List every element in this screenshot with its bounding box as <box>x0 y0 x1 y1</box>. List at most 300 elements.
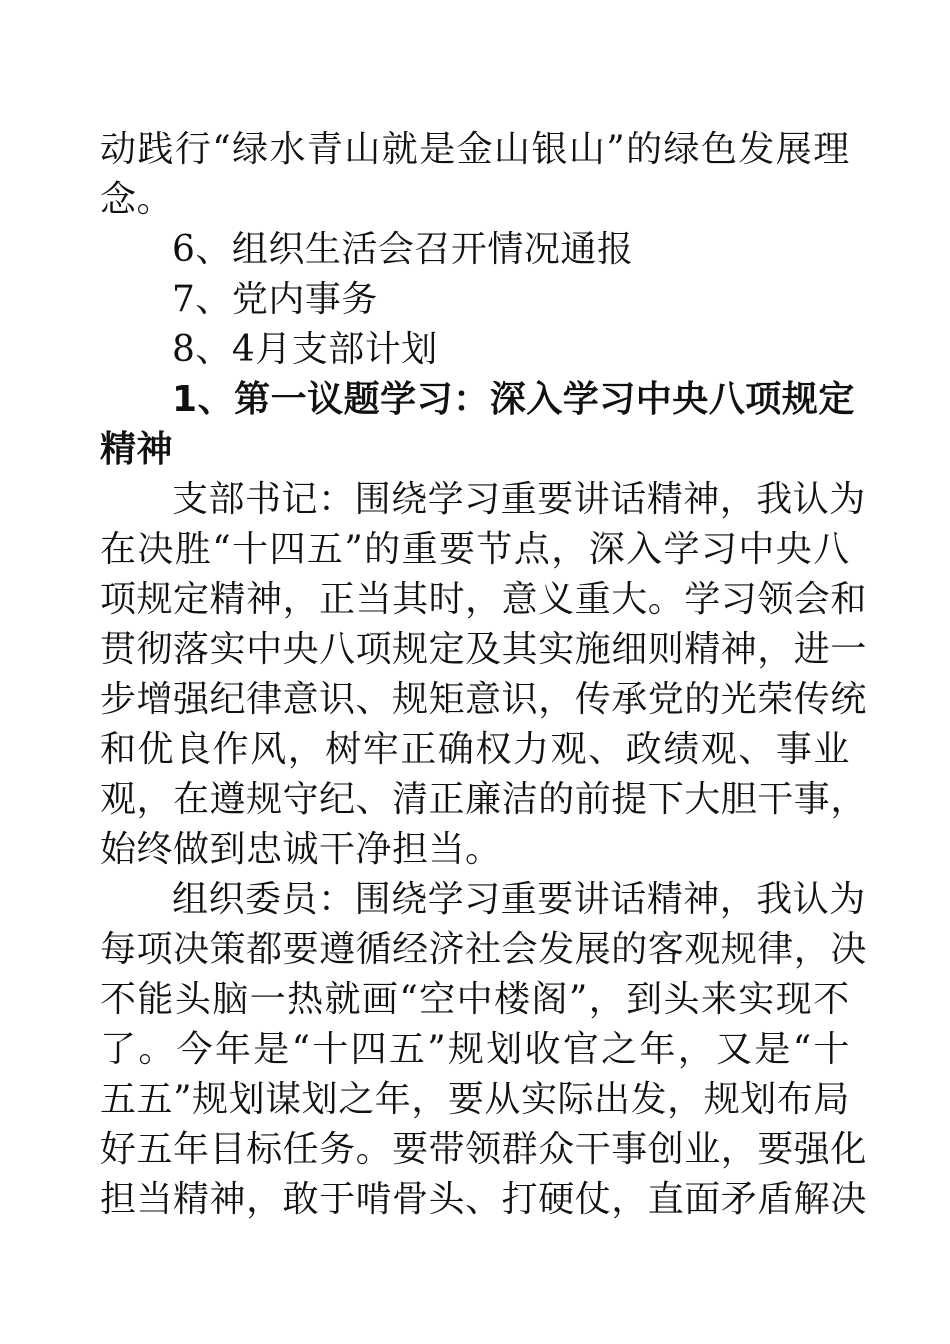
glyph: 决 <box>830 929 867 970</box>
glyph: 节 <box>476 529 513 570</box>
glyph: 干 <box>757 779 794 820</box>
glyph: 习 <box>720 579 758 620</box>
glyph: 每 <box>100 929 137 970</box>
glyph: 力 <box>513 729 550 770</box>
glyph: ， <box>411 1079 448 1120</box>
glyph: 决 <box>830 1179 867 1220</box>
glyph: 廉 <box>465 779 502 820</box>
glyph: 委 <box>245 879 282 920</box>
glyph: 当 <box>355 579 393 620</box>
glyph: 意 <box>501 579 539 620</box>
glyph: ： <box>453 379 490 420</box>
glyph: 作 <box>212 729 250 770</box>
glyph: 规 <box>720 929 758 970</box>
glyph: 习 <box>464 479 501 520</box>
paragraph-committee-line-2 <box>100 925 867 975</box>
glyph: “ <box>291 1029 311 1070</box>
glyph: 是 <box>253 1029 290 1070</box>
glyph: 在 <box>173 779 210 820</box>
glyph: 践 <box>137 129 174 170</box>
glyph: 话 <box>610 879 647 920</box>
glyph: 水 <box>269 129 307 170</box>
glyph: 了 <box>100 1029 137 1070</box>
glyph: 、 <box>588 729 625 770</box>
glyph: ， <box>465 579 502 620</box>
glyph: 步 <box>100 679 137 720</box>
glyph: 要 <box>282 929 320 970</box>
glyph: 项 <box>136 929 174 970</box>
glyph: 习 <box>599 379 636 420</box>
glyph: 于 <box>319 1179 356 1220</box>
glyph: 直 <box>647 1179 685 1220</box>
glyph: 际 <box>557 1079 595 1120</box>
section-heading-cont: 精神 <box>100 429 174 470</box>
glyph: 业 <box>684 1129 721 1170</box>
glyph: 要 <box>537 879 574 920</box>
glyph: 绕 <box>391 479 428 520</box>
glyph: 胜 <box>174 529 212 570</box>
glyph: 空 <box>419 979 456 1020</box>
glyph: 观 <box>700 729 738 770</box>
glyph: 承 <box>611 679 648 720</box>
glyph: 绿 <box>663 129 701 170</box>
paragraph-committee-line-5 <box>100 1075 850 1125</box>
glyph: 的 <box>364 529 401 570</box>
glyph: 及 <box>465 629 502 670</box>
glyph: ， <box>551 529 588 570</box>
glyph: 精 <box>646 879 684 920</box>
glyph: 今 <box>176 1029 214 1070</box>
glyph: 到 <box>626 979 663 1020</box>
glyph: 重 <box>500 879 538 920</box>
glyph: 荣 <box>757 679 794 720</box>
glyph: 传 <box>793 679 831 720</box>
glyph: ： <box>318 479 355 520</box>
glyph: 四 <box>350 1029 388 1070</box>
glyph: 纪 <box>209 679 247 720</box>
glyph: 提 <box>611 779 648 820</box>
glyph: 神 <box>720 629 758 670</box>
glyph: 学 <box>663 529 701 570</box>
glyph: 风 <box>250 729 287 770</box>
glyph: 山 <box>494 129 531 170</box>
glyph: ” <box>606 129 626 170</box>
glyph: 我 <box>756 879 793 920</box>
glyph: 一 <box>249 979 287 1020</box>
glyph: 就 <box>324 979 362 1020</box>
glyph: 都 <box>246 929 283 970</box>
glyph: “ <box>212 529 232 570</box>
text-line-2: 念。 <box>100 179 174 220</box>
glyph: 决 <box>173 929 210 970</box>
paragraph-secretary-line-5 <box>100 675 867 725</box>
glyph: 目 <box>209 1129 247 1170</box>
glyph: “ <box>399 979 419 1020</box>
glyph: 规 <box>136 579 174 620</box>
glyph: 银 <box>531 129 568 170</box>
glyph: 认 <box>792 879 830 920</box>
glyph: “ <box>212 129 232 170</box>
glyph: 又 <box>716 1029 753 1070</box>
glyph: 展 <box>775 129 813 170</box>
glyph: 其 <box>392 579 429 620</box>
glyph: 员 <box>281 879 319 920</box>
glyph: 深 <box>588 529 626 570</box>
glyph: 热 <box>287 979 324 1020</box>
glyph: 面 <box>684 1179 721 1220</box>
glyph: 五 <box>388 1029 426 1070</box>
paragraph-secretary-line-4 <box>100 625 867 675</box>
glyph: 落 <box>173 629 210 670</box>
glyph: 画 <box>361 979 399 1020</box>
glyph: 施 <box>574 629 612 670</box>
glyph: 精 <box>646 479 684 520</box>
glyph: 发 <box>738 129 775 170</box>
glyph: 观 <box>684 929 721 970</box>
glyph: 啃 <box>355 1179 393 1220</box>
glyph: ” <box>427 1029 447 1070</box>
glyph: 权 <box>475 729 512 770</box>
glyph: 贯 <box>100 629 137 670</box>
glyph: ， <box>677 1029 715 1070</box>
glyph: 仗 <box>574 1179 612 1220</box>
glyph: 党 <box>647 679 685 720</box>
glyph: 五 <box>136 1129 174 1170</box>
glyph: 决 <box>137 529 174 570</box>
glyph: 一 <box>830 629 867 670</box>
glyph: 遵 <box>209 779 247 820</box>
glyph: 头 <box>428 1179 466 1220</box>
glyph: 入 <box>526 379 563 420</box>
glyph: ， <box>719 479 757 520</box>
paragraph-committee-line-1 <box>100 875 866 925</box>
glyph: 八 <box>319 629 356 670</box>
glyph: 确 <box>437 729 475 770</box>
glyph: 深 <box>489 379 527 420</box>
glyph: 当 <box>136 1179 174 1220</box>
glyph: 守 <box>282 779 320 820</box>
glyph: 胆 <box>720 779 758 820</box>
glyph: 央 <box>672 379 709 420</box>
glyph: 项 <box>745 379 782 420</box>
glyph: 四 <box>269 529 307 570</box>
glyph: 议 <box>307 379 344 420</box>
glyph: 题 <box>343 379 381 420</box>
glyph: 绕 <box>391 879 428 920</box>
glyph: 从 <box>484 1079 521 1120</box>
glyph: 大 <box>684 779 721 820</box>
glyph: 化 <box>830 1129 867 1170</box>
glyph: 划 <box>228 1079 266 1120</box>
glyph: 领 <box>757 579 794 620</box>
glyph: ， <box>588 979 626 1020</box>
glyph: 群 <box>501 1129 539 1170</box>
glyph: 良 <box>175 729 212 770</box>
glyph: 展 <box>574 929 612 970</box>
glyph: 年 <box>374 1079 412 1120</box>
glyph: 组 <box>172 879 209 920</box>
glyph: ” <box>568 979 588 1020</box>
glyph: 纪 <box>319 779 356 820</box>
glyph: 标 <box>246 1129 283 1170</box>
glyph: 重 <box>401 529 439 570</box>
glyph: 收 <box>524 1029 562 1070</box>
glyph: 楼 <box>494 979 531 1020</box>
glyph: 和 <box>100 729 137 770</box>
glyph: 围 <box>354 879 392 920</box>
glyph: 担 <box>100 1179 137 1220</box>
document-body <box>100 125 867 1225</box>
glyph: 传 <box>574 679 612 720</box>
glyph: 规 <box>392 679 429 720</box>
glyph: ， <box>246 1179 283 1220</box>
glyph: 为 <box>829 879 866 920</box>
glyph: 为 <box>829 479 866 520</box>
paragraph-secretary-line-1 <box>100 475 866 525</box>
glyph: 年 <box>173 1129 210 1170</box>
glyph: 在 <box>100 529 137 570</box>
glyph: 众 <box>538 1129 575 1170</box>
glyph: 央 <box>282 629 320 670</box>
glyph: 神 <box>683 479 720 520</box>
glyph: 实 <box>738 979 775 1020</box>
glyph: 划 <box>486 1029 523 1070</box>
glyph: 济 <box>428 929 466 970</box>
glyph: 树 <box>325 729 362 770</box>
glyph: 讲 <box>573 479 611 520</box>
glyph: 创 <box>647 1129 685 1170</box>
glyph: 和 <box>830 579 867 620</box>
glyph: 发 <box>630 1079 668 1120</box>
glyph: 阁 <box>531 979 568 1020</box>
glyph: 识 <box>319 679 356 720</box>
glyph: 布 <box>776 1079 814 1120</box>
glyph: 发 <box>538 929 575 970</box>
glyph: 实 <box>520 1079 558 1120</box>
glyph: 织 <box>208 879 246 920</box>
paragraph-secretary-line-3 <box>100 575 867 625</box>
glyph: 规 <box>703 1079 741 1120</box>
glyph: 十 <box>312 1029 349 1070</box>
glyph: 正 <box>400 729 437 770</box>
glyph: 习 <box>416 379 454 420</box>
glyph: ， <box>136 779 174 820</box>
glyph: ” <box>344 529 364 570</box>
glyph: 敢 <box>282 1179 320 1220</box>
glyph: 是 <box>419 129 456 170</box>
paragraph-committee-line-6 <box>100 1125 867 1175</box>
glyph: 讲 <box>573 879 611 920</box>
glyph: 学 <box>427 879 465 920</box>
glyph: 划 <box>740 1079 777 1120</box>
glyph: 年 <box>639 1029 676 1070</box>
glyph: 就 <box>381 129 419 170</box>
glyph: 1 <box>172 379 198 420</box>
glyph: “ <box>792 1029 812 1070</box>
glyph: 要 <box>757 1129 794 1170</box>
glyph: 彻 <box>136 629 174 670</box>
glyph: 现 <box>775 979 813 1020</box>
glyph: 带 <box>428 1129 466 1170</box>
glyph: ， <box>793 929 831 970</box>
glyph: 盾 <box>757 1179 794 1220</box>
glyph: 学 <box>562 379 600 420</box>
glyph: 是 <box>754 1029 791 1070</box>
glyph: 、 <box>465 1179 502 1220</box>
glyph: 。 <box>647 579 685 620</box>
glyph: 律 <box>757 929 794 970</box>
paragraph-secretary-line-8: 始终做到忠诚干净担当。 <box>100 829 502 870</box>
glyph: ， <box>720 1129 758 1170</box>
glyph: 五 <box>306 529 344 570</box>
glyph: 我 <box>756 479 793 520</box>
glyph: 会 <box>501 929 539 970</box>
glyph: 理 <box>813 129 850 170</box>
glyph: 神 <box>683 879 720 920</box>
glyph: 围 <box>354 479 392 520</box>
glyph: 任 <box>282 1129 320 1170</box>
glyph: 时 <box>428 579 466 620</box>
glyph: 定 <box>818 379 855 420</box>
glyph: 精 <box>209 579 247 620</box>
glyph: 要 <box>447 1079 485 1120</box>
glyph: 出 <box>594 1079 631 1120</box>
glyph: 山 <box>344 129 381 170</box>
glyph: ， <box>757 629 794 670</box>
agenda-item-7: 7、党内事务 <box>172 279 378 320</box>
glyph: 的 <box>626 129 663 170</box>
agenda-item-6: 6、组织生活会召开情况通报 <box>172 229 634 270</box>
glyph: 学 <box>427 479 465 520</box>
glyph: 要 <box>439 529 476 570</box>
glyph: ， <box>830 779 867 820</box>
text-line-1 <box>100 125 850 175</box>
glyph: 学 <box>684 579 721 620</box>
glyph: 规 <box>781 379 819 420</box>
glyph: 义 <box>538 579 575 620</box>
glyph: 。 <box>355 1129 393 1170</box>
glyph: 客 <box>647 929 685 970</box>
glyph: 细 <box>611 629 648 670</box>
glyph: 话 <box>610 479 647 520</box>
glyph: 五 <box>136 1079 174 1120</box>
glyph: 央 <box>775 529 813 570</box>
glyph: 精 <box>173 1179 210 1220</box>
glyph: 正 <box>319 579 356 620</box>
glyph: 神 <box>209 1179 247 1220</box>
glyph: 定 <box>428 629 466 670</box>
glyph: 洁 <box>501 779 539 820</box>
glyph: 前 <box>574 779 612 820</box>
glyph: 经 <box>392 929 429 970</box>
paragraph-committee-line-3 <box>100 975 850 1025</box>
glyph: 规 <box>392 629 429 670</box>
glyph: 书 <box>245 479 282 520</box>
glyph: 观 <box>550 729 588 770</box>
glyph: 之 <box>338 1079 375 1120</box>
glyph: 项 <box>355 629 393 670</box>
paragraph-secretary-line-2 <box>100 525 850 575</box>
glyph: 山 <box>568 129 606 170</box>
glyph: 的 <box>684 679 721 720</box>
glyph: 则 <box>647 629 685 670</box>
glyph: 金 <box>456 129 494 170</box>
glyph: 循 <box>355 929 393 970</box>
glyph: 、 <box>197 379 235 420</box>
glyph: 观 <box>100 779 137 820</box>
glyph: 律 <box>246 679 283 720</box>
glyph: 重 <box>574 579 612 620</box>
glyph: 强 <box>793 1129 831 1170</box>
glyph: 进 <box>793 629 831 670</box>
glyph: 、 <box>738 729 775 770</box>
glyph: 正 <box>428 779 466 820</box>
glyph: 会 <box>793 579 831 620</box>
glyph: ， <box>611 1179 648 1220</box>
glyph: 实 <box>538 629 575 670</box>
paragraph-committee-line-7 <box>100 1175 867 1225</box>
glyph: 要 <box>392 1129 429 1170</box>
glyph: 政 <box>625 729 663 770</box>
glyph: ” <box>173 1079 192 1120</box>
glyph: 规 <box>447 1029 485 1070</box>
glyph: 规 <box>246 779 283 820</box>
glyph: 识 <box>501 679 539 720</box>
glyph: 业 <box>813 729 850 770</box>
glyph: 局 <box>813 1079 850 1120</box>
glyph: 统 <box>830 679 867 720</box>
glyph: 动 <box>100 129 137 170</box>
glyph: 。 <box>138 1029 175 1070</box>
glyph: 十 <box>813 1029 850 1070</box>
glyph: 其 <box>501 629 539 670</box>
glyph: ， <box>287 729 325 770</box>
paragraph-committee-line-4 <box>100 1025 850 1075</box>
glyph: 头 <box>174 979 212 1020</box>
glyph: 意 <box>465 679 502 720</box>
glyph: 认 <box>792 479 830 520</box>
glyph: ， <box>282 579 320 620</box>
glyph: 光 <box>720 679 758 720</box>
glyph: 下 <box>647 779 685 820</box>
glyph: 习 <box>464 879 501 920</box>
glyph: 务 <box>319 1129 356 1170</box>
glyph: 事 <box>775 729 813 770</box>
glyph: 划 <box>301 1079 339 1120</box>
glyph: 强 <box>173 679 210 720</box>
glyph: 好 <box>100 1129 137 1170</box>
glyph: 事 <box>611 1129 648 1170</box>
glyph: 大 <box>611 579 648 620</box>
glyph: 不 <box>813 979 850 1020</box>
glyph: 色 <box>700 129 738 170</box>
glyph: 牢 <box>362 729 400 770</box>
glyph: 遵 <box>319 929 356 970</box>
glyph: 增 <box>136 679 174 720</box>
glyph: 入 <box>626 529 663 570</box>
glyph: 能 <box>137 979 174 1020</box>
glyph: 不 <box>100 979 137 1020</box>
glyph: 记 <box>281 479 319 520</box>
glyph: 硬 <box>538 1179 575 1220</box>
glyph: 中 <box>635 379 673 420</box>
glyph: 神 <box>246 579 283 620</box>
glyph: 、 <box>355 679 393 720</box>
glyph: 点 <box>513 529 551 570</box>
glyph: 领 <box>465 1129 502 1170</box>
glyph: 行 <box>174 129 212 170</box>
glyph: 第 <box>234 379 271 420</box>
